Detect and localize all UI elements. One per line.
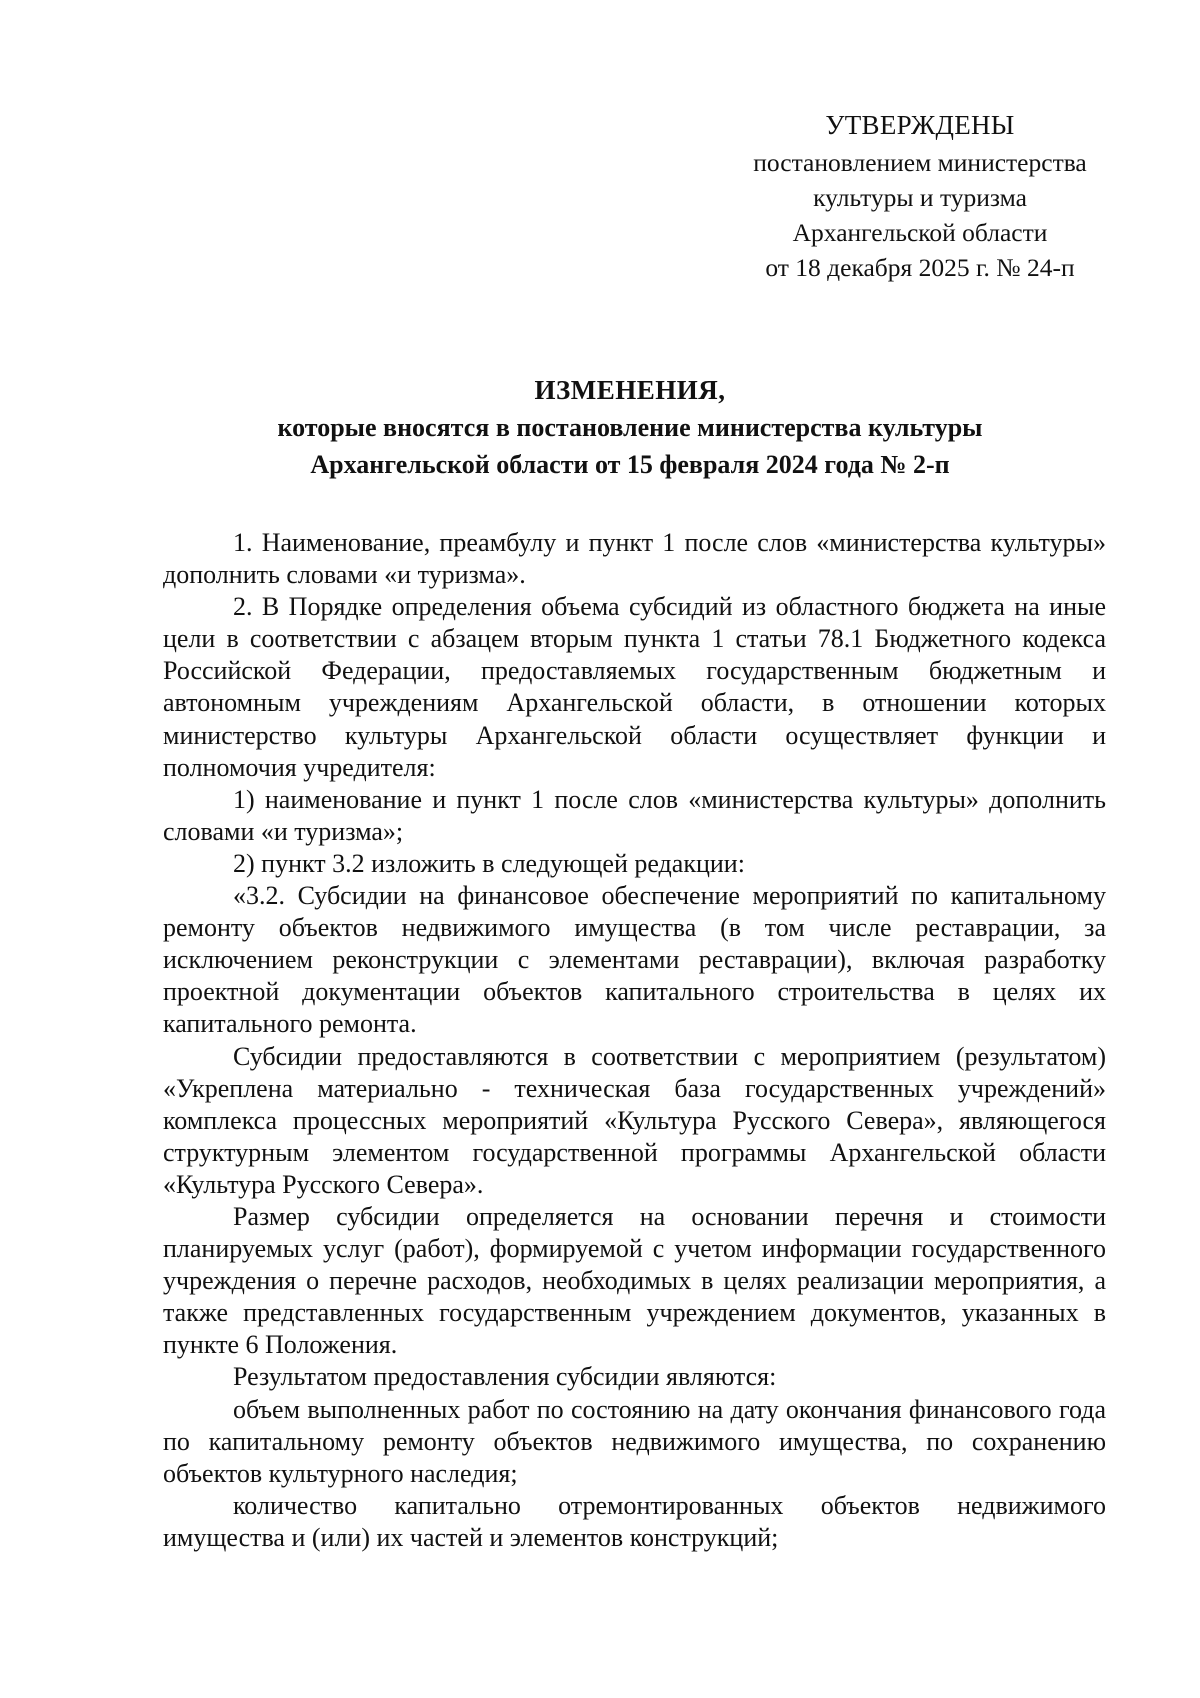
document-body	[163, 527, 1106, 1554]
paragraph-1: 1. Наименование, преамбулу и пункт 1 после слов «министерства культуры» дополнить словами «и туризма».	[163, 528, 1106, 590]
paragraph-6: Субсидии предоставляются в соответствии с мероприятием (результатом) «Укреплена материально - техническая база государственных учреждений» комплекса процессных мероприятий «Культура Русского Севера», являющегося структурным элементом государственной программы Архангельской области «Культура Русского Севера».	[163, 1041, 1106, 1199]
paragraph-7: Размер субсидии определяется на основании перечня и стоимости планируемых услуг (работ), формируемой с учетом информации государственного учреждения о перечне расходов, необходимых в целях реализации мероприятия, а также представленных государственным учреждением документов, указанных в пункте 6 Положения.	[163, 1201, 1106, 1360]
paragraph-8: Результатом предоставления субсидии являются:	[233, 1362, 777, 1392]
heading-title: ИЗМЕНЕНИЯ,	[534, 375, 726, 405]
approval-stamp	[730, 108, 1110, 285]
paragraph-2: 2. В Порядке определения объема субсидий из областного бюджета на иные цели в соответствии с абзацем вторым пункта 1 статьи 78.1 Бюджетного кодекса Российской Федерации, предоставляемых государственным бюджетным и автономным учреждениям Архангельской области, в отношении которых министерство культуры Архангельской области осуществляет функции и полномочия учредителя:	[163, 592, 1106, 782]
approval-title: УТВЕРЖДЕНЫ	[825, 110, 1015, 140]
paragraph-4: 2) пункт 3.2 изложить в следующей редакции:	[233, 848, 745, 878]
approval-line-1: постановлением министерства	[753, 148, 1087, 177]
heading-line-1: которые вносятся в постановление министерства культуры	[277, 413, 983, 442]
approval-line-2: культуры и туризма	[813, 183, 1027, 212]
approval-line-4: от 18 декабря 2025 г. № 24-п	[765, 253, 1075, 282]
paragraph-3: 1) наименование и пункт 1 после слов «министерства культуры» дополнить словами «и туризма»;	[163, 784, 1106, 846]
document-heading	[160, 372, 1100, 483]
approval-line-3: Архангельской области	[792, 218, 1048, 247]
heading-line-2: Архангельской области от 15 февраля 2024 года № 2-п	[310, 450, 950, 479]
paragraph-10: количество капитально отремонтированных объектов недвижимого имущества и (или) их частей и элементов конструкций;	[163, 1490, 1106, 1552]
paragraph-5: «3.2. Субсидии на финансовое обеспечение мероприятий по капитальному ремонту объектов недвижимого имущества (в том числе реставрации, за исключением реконструкции с элементами реставрации), включая разработку проектной документации объектов капитального строительства в целях их капитального ремонта.	[163, 881, 1106, 1039]
paragraph-9: объем выполненных работ по состоянию на дату окончания финансового года по капитальному ремонту объектов недвижимого имущества, по сохранению объектов культурного наследия;	[163, 1394, 1106, 1488]
